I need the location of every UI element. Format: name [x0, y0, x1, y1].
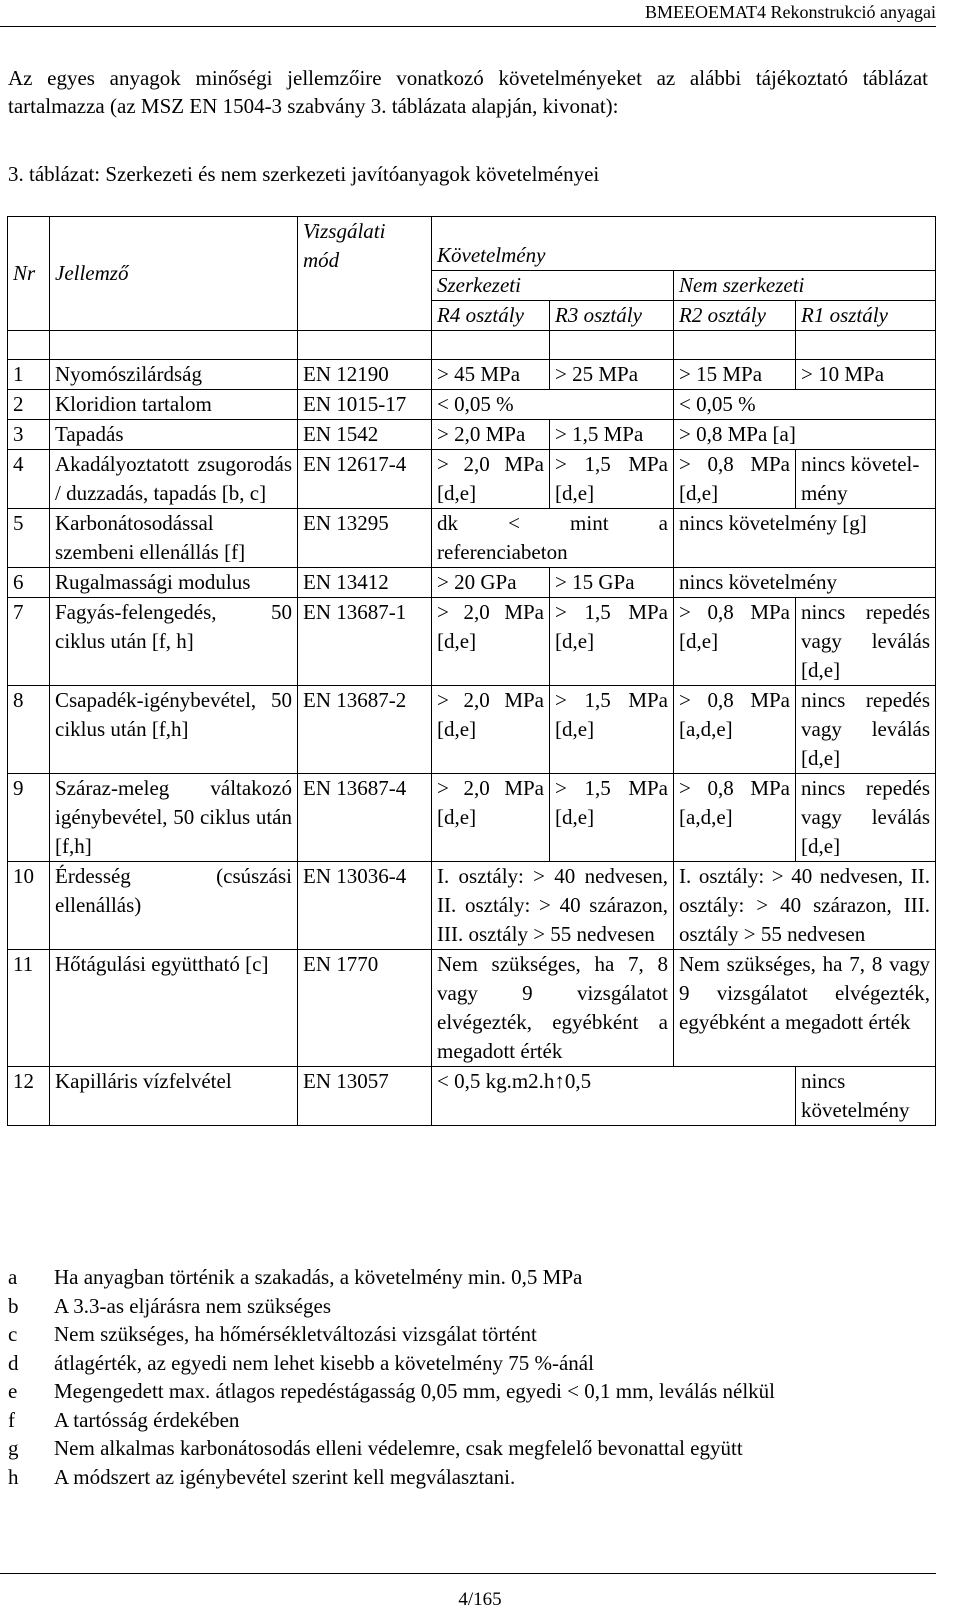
row-r1: nincs követel-mény [796, 450, 936, 509]
row-r2: > 0,8 MPa [d,e] [674, 450, 796, 509]
row-r2: > 0,8 MPa [a,d,e] [674, 774, 796, 862]
footnote-text: átlagérték, az egyedi nem lehet kisebb a követelmény 75 %-ánál [54, 1350, 594, 1375]
footnote-text: A tartósság érdekében [54, 1407, 240, 1432]
footer-divider [0, 1573, 936, 1574]
table-header-row [8, 217, 936, 271]
intro-paragraph: Az egyes anyagok minőségi jellemzőire vonatkozó követelményeket az alábbi tájékoztató táblázat tartalmazza (az MSZ EN 1504-3 szabvány 3. táblázata alapján, kivonat): [8, 66, 928, 118]
row-r2-r1: < 0,05 % [674, 390, 936, 420]
row-r2: > 15 MPa [674, 360, 796, 390]
row-r3: > 1,5 MPa [d,e] [550, 774, 674, 862]
row-r2: > 0,8 MPa [d,e] [674, 598, 796, 686]
footnote-key: a [8, 1265, 18, 1289]
footnote-key: f [8, 1407, 15, 1432]
row-nr: 4 [8, 450, 50, 509]
footnote-item [8, 1377, 775, 1406]
page-number: 4/165 [458, 1589, 502, 1610]
footnote-item [8, 1434, 775, 1463]
row-r4: > 2,0 MPa [d,e] [432, 598, 550, 686]
footnotes [8, 1263, 775, 1491]
row-mod: EN 13687-1 [298, 598, 432, 686]
footnote-item [8, 1406, 775, 1435]
table-row [8, 950, 936, 1067]
header-vizsgalati-mod: Vizsgálati mód [298, 217, 432, 331]
row-mod: EN 12617-4 [298, 450, 432, 509]
row-nr: 11 [8, 950, 50, 1067]
row-r2: > 0,8 MPa [a,d,e] [674, 686, 796, 774]
row-r4-r3: Nem szükséges, ha 7, 8 vagy 9 vizsgálatot elvégezték, egyébként a megadott érték [432, 950, 674, 1067]
row-r3: > 1,5 MPa [d,e] [550, 450, 674, 509]
row-r4: > 2,0 MPa [432, 420, 550, 450]
row-mod: EN 1015-17 [298, 390, 432, 420]
footnote-key: e [8, 1379, 18, 1403]
row-r1: nincs repedés vagy leválás [d,e] [796, 774, 936, 862]
row-nr: 9 [8, 774, 50, 862]
header-r1: R1 osztály [796, 301, 936, 331]
row-nr: 3 [8, 420, 50, 450]
row-r2-r1: > 0,8 MPa [a] [674, 420, 936, 450]
row-r1: nincs repedés vagy leválás [d,e] [796, 686, 936, 774]
row-nr: 8 [8, 686, 50, 774]
table-row [8, 686, 936, 774]
footnote-text: Nem alkalmas karbonátosodás elleni védelemre, csak megfelelő bevonattal együtt [54, 1436, 743, 1460]
footnote-key: b [8, 1293, 19, 1318]
row-jellemzo: Karbonátosodással szembeni ellenállás [f] [50, 509, 298, 568]
row-mod: EN 13036-4 [298, 862, 432, 950]
row-r3: > 25 MPa [550, 360, 674, 390]
table-row [8, 390, 936, 420]
header-nr: Nr [8, 217, 50, 331]
row-nr: 12 [8, 1067, 50, 1126]
footnote-text: Ha anyagban történik a szakadás, a követelmény min. 0,5 MPa [54, 1265, 583, 1289]
row-r4: > 20 GPa [432, 568, 550, 598]
row-r4-r3: dk < mint a referenciabeton [432, 509, 674, 568]
row-mod: EN 13412 [298, 568, 432, 598]
header-r4: R4 osztály [432, 301, 550, 331]
footnote-key: c [8, 1322, 18, 1346]
table-caption: 3. táblázat: Szerkezeti és nem szerkezeti javítóanyagok követelményei [8, 162, 600, 186]
row-jellemzo: Nyomószilárdság [50, 360, 298, 390]
footnote-text: A módszert az igénybevétel szerint kell megválasztani. [54, 1464, 516, 1489]
table-row [8, 360, 936, 390]
row-nr: 1 [8, 360, 50, 390]
row-jellemzo: Rugalmassági modulus [50, 568, 298, 598]
row-r3: > 1,5 MPa [d,e] [550, 598, 674, 686]
row-jellemzo: Hőtágulási együttható [c] [50, 950, 298, 1067]
footnote-key: g [8, 1436, 19, 1460]
header-szerkezeti: Szerkezeti [432, 271, 674, 301]
row-nr: 2 [8, 390, 50, 420]
header-kovetelmeny: Követelmény [432, 217, 936, 271]
row-r4: > 2,0 MPa [d,e] [432, 686, 550, 774]
footnote-item [8, 1349, 775, 1378]
table-row [8, 862, 936, 950]
page-header: BMEEOEMAT4 Rekonstrukció anyagai [645, 2, 936, 22]
row-r4-r3: I. osztály: > 40 nedvesen, II. osztály: > 40 szárazon, III. osztály > 55 nedvesen [432, 862, 674, 950]
row-nr: 6 [8, 568, 50, 598]
row-jellemzo: Akadályoztatott zsugorodás / duzzadás, tapadás [b, c] [50, 450, 298, 509]
footnote-text: A 3.3-as eljárásra nem szükséges [54, 1293, 331, 1318]
table-row [8, 509, 936, 568]
row-mod: EN 13687-2 [298, 686, 432, 774]
footnote-text: Nem szükséges, ha hőmérsékletváltozási vizsgálat történt [54, 1322, 537, 1346]
row-r2-r1: nincs követelmény [674, 568, 936, 598]
row-r4: > 2,0 MPa [d,e] [432, 450, 550, 509]
row-r2-r1: Nem szükséges, ha 7, 8 vagy 9 vizsgálatot elvégezték, egyébként a megadott érték [674, 950, 936, 1067]
row-r1: > 10 MPa [796, 360, 936, 390]
row-nr: 5 [8, 509, 50, 568]
table-row [8, 598, 936, 686]
row-r2-r1: nincs követelmény [g] [674, 509, 936, 568]
footnote-key: d [8, 1350, 19, 1375]
row-jellemzo: Csapadék-igénybevétel, 50 ciklus után [f,h] [50, 686, 298, 774]
row-mod: EN 1542 [298, 420, 432, 450]
header-r2: R2 osztály [674, 301, 796, 331]
table-row [8, 420, 936, 450]
row-r1: nincs követelmény [796, 1067, 936, 1126]
footnote-item [8, 1292, 775, 1321]
footnote-item [8, 1320, 775, 1349]
header-nem-szerkezeti: Nem szerkezeti [674, 271, 936, 301]
header-jellemzo: Jellemző [50, 217, 298, 331]
row-nr: 7 [8, 598, 50, 686]
row-nr: 10 [8, 862, 50, 950]
row-jellemzo: Kloridion tartalom [50, 390, 298, 420]
row-r3: > 1,5 MPa [550, 420, 674, 450]
row-mod: EN 13057 [298, 1067, 432, 1126]
row-r4-r3: < 0,05 % [432, 390, 674, 420]
row-r1: nincs repedés vagy leválás [d,e] [796, 598, 936, 686]
table-row [8, 1067, 936, 1126]
row-jellemzo: Fagyás-felengedés, 50 ciklus után [f, h] [50, 598, 298, 686]
table-row [8, 774, 936, 862]
header-r3: R3 osztály [550, 301, 674, 331]
row-jellemzo: Száraz-meleg váltakozó igénybevétel, 50 ciklus után [f,h] [50, 774, 298, 862]
row-r3: > 15 GPa [550, 568, 674, 598]
row-r2-r1: I. osztály: > 40 nedvesen, II. osztály: > 40 szárazon, III. osztály > 55 nedvesen [674, 862, 936, 950]
table-row [8, 450, 936, 509]
row-jellemzo: Tapadás [50, 420, 298, 450]
footnote-text: Megengedett max. átlagos repedéstágasság 0,05 mm, egyedi < 0,1 mm, leválás nélkül [54, 1379, 775, 1403]
header-divider [0, 26, 936, 27]
footnote-key: h [8, 1464, 19, 1489]
requirements-table [7, 216, 936, 1126]
row-mod: EN 1770 [298, 950, 432, 1067]
row-r4: > 2,0 MPa [d,e] [432, 774, 550, 862]
row-jellemzo: Érdesség (csúszási ellenállás) [50, 862, 298, 950]
footnote-item [8, 1263, 775, 1292]
row-mod: EN 13687-4 [298, 774, 432, 862]
row-r4: > 45 MPa [432, 360, 550, 390]
row-jellemzo: Kapilláris vízfelvétel [50, 1067, 298, 1126]
table-row [8, 568, 936, 598]
footnote-item [8, 1463, 775, 1492]
row-mod: EN 12190 [298, 360, 432, 390]
row-r4-r3-r2: < 0,5 kg.m2.h↑0,5 [432, 1067, 796, 1126]
row-mod: EN 13295 [298, 509, 432, 568]
row-r3: > 1,5 MPa [d,e] [550, 686, 674, 774]
